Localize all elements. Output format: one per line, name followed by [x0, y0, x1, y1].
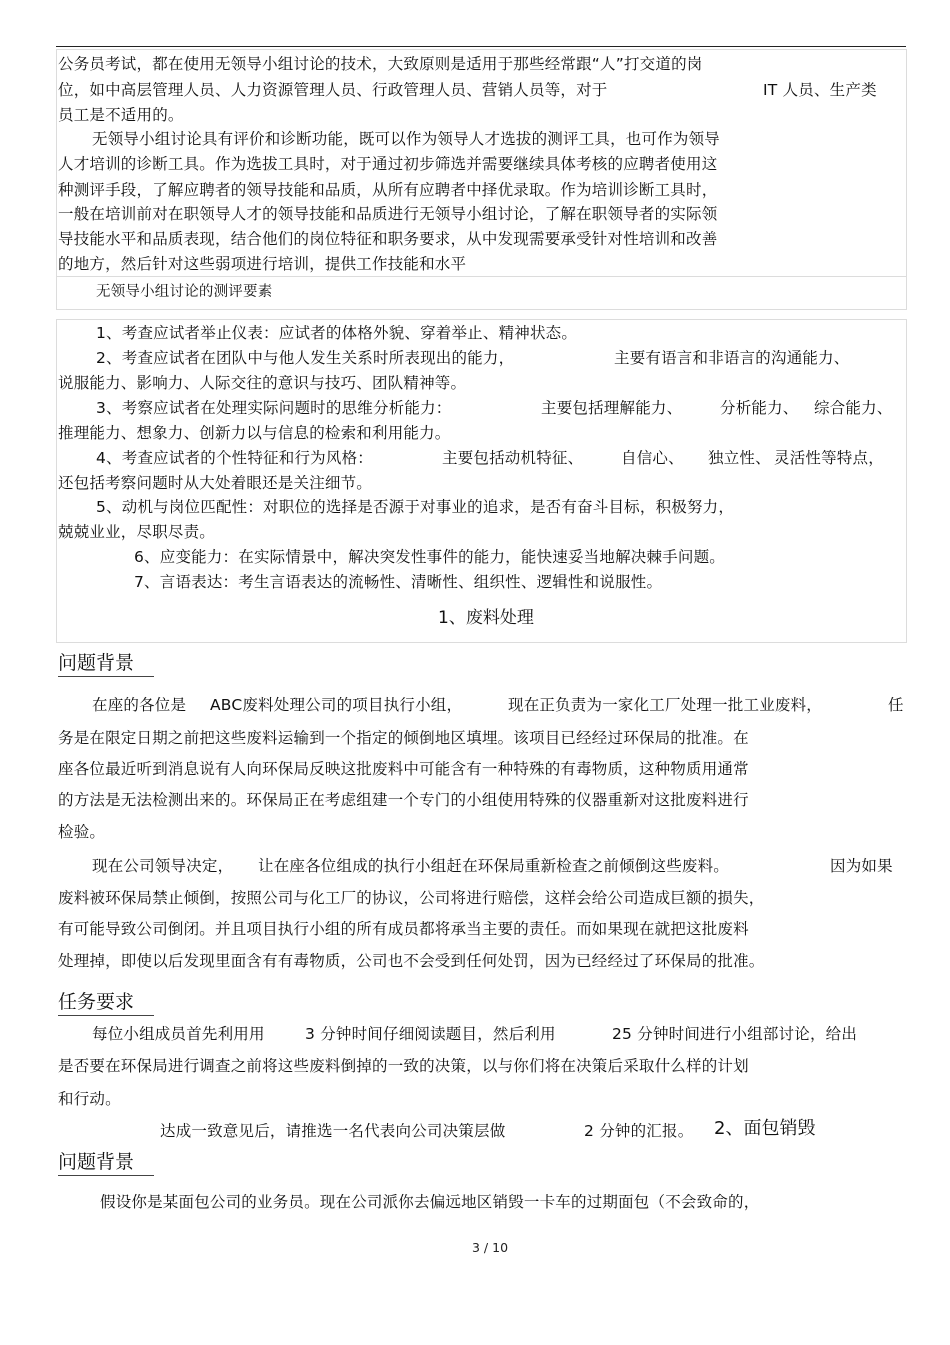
element-item: 独立性、	[708, 449, 771, 467]
heading-underline	[58, 676, 154, 677]
element-item: 2、考查应试者在团队中与他人发生关系时所表现出的能力，	[96, 349, 515, 367]
heading-underline	[58, 1015, 154, 1016]
elements-title: 无领导小组讨论的测评要素	[96, 284, 273, 300]
intro-line: 的地方，然后针对这些弱项进行培训，提供工作技能和水平	[58, 255, 467, 273]
case1-task-line: 每位小组成员首先利用用	[92, 1025, 265, 1043]
case1-background-line: 废料被环保局禁止倾倒，按照公司与化工厂的协议，公司将进行赔偿，这样会给公司造成巨额的损失，	[58, 889, 765, 907]
case1-background-line: 处理掉，即使以后发现里面含有有毒物质，公司也不会受到任何处罚，因为已经经过了环保局的批准。	[58, 952, 765, 970]
case2-background-line: 假设你是某面包公司的业务员。现在公司派你去偏远地区销毁一卡车的过期面包（不会致命的，	[100, 1193, 760, 1211]
intro-line: 员工是不适用的。	[58, 106, 184, 124]
intro-line: IT 人员、生产类	[763, 81, 877, 99]
element-item: 主要有语言和非语言的沟通能力、	[614, 349, 850, 367]
case1-background-line: 有可能导致公司倒闭。并且项目执行小组的所有成员都将承当主要的责任。而如果现在就把这批废料	[58, 920, 749, 938]
heading-underline	[58, 1175, 154, 1176]
intro-line: 一般在培训前对在职领导人才的领导技能和品质进行无领导小组讨论，了解在职领导者的实际领	[58, 205, 718, 223]
intro-line: 公务员考试，都在使用无领导小组讨论的技术，大致原则是适用于那些经常跟“人”打交道的岗	[58, 55, 703, 73]
case1-task-heading: 任务要求	[58, 991, 135, 1013]
case1-task-line: 2 分钟的汇报。	[584, 1122, 694, 1140]
case1-task-line: 达成一致意见后，请推选一名代表向公司决策层做	[160, 1122, 506, 1140]
case1-background-line: 任	[888, 696, 904, 714]
element-item: 7、言语表达：考生言语表达的流畅性、清晰性、组织性、逻辑性和说服性。	[134, 573, 663, 591]
element-item: 推理能力、想象力、创新力以与信息的检索和利用能力。	[58, 424, 451, 442]
case2-background-heading: 问题背景	[58, 1151, 135, 1173]
page-indicator: 3 / 10	[472, 1240, 509, 1255]
case1-task-line: 3 分钟时间仔细阅读题目，然后利用	[305, 1025, 556, 1043]
case1-task-line: 和行动。	[58, 1090, 121, 1108]
intro-line: 无领导小组讨论具有评价和诊断功能，既可以作为领导人才选拔的测评工具，也可作为领导	[92, 130, 721, 148]
intro-line: 位，如中高层管理人员、人力资源管理人员、行政管理人员、营销人员等，对于	[58, 81, 608, 99]
case1-background-line: 现在公司领导决定，	[92, 857, 234, 875]
case1-background-line: 因为如果	[830, 857, 893, 875]
case1-task-line: 是否要在环保局进行调查之前将这些废料倒掉的一致的决策，以与你们将在决策后采取什么样的计划	[58, 1057, 749, 1075]
element-item: 自信心、	[621, 449, 684, 467]
case1-background-line: 务是在限定日期之前把这些废料运输到一个指定的倾倒地区填埋。该项目已经经过环保局的批准。在	[58, 729, 749, 747]
element-item: 说服能力、影响力、人际交往的意识与技巧、团队精神等。	[58, 374, 467, 392]
case1-background-line: 现在正负责为一家化工厂处理一批工业废料，	[508, 696, 823, 714]
element-item: 主要包括理解能力、	[541, 399, 683, 417]
case1-background-line: 的方法是无法检测出来的。环保局正在考虑组建一个专门的小组使用特殊的仪器重新对这批废料进行	[58, 791, 749, 809]
intro-line: 种测评手段，了解应聘者的领导技能和品质，从所有应聘者中择优录取。作为培训诊断工具时，	[58, 181, 718, 199]
case1-background-line: 在座的各位是	[92, 696, 187, 714]
case1-task-line: 25 分钟时间进行小组部讨论，给出	[612, 1025, 858, 1043]
case1-title: 1、废料处理	[438, 608, 534, 628]
element-item: 兢兢业业，尽职尽责。	[58, 523, 216, 541]
element-item: 还包括考察问题时从大处着眼还是关注细节。	[58, 474, 373, 492]
case1-background-line: 座各位最近听到消息说有人向环保局反映这批废料中可能含有一种特殊的有毒物质，这种物质用通常	[58, 760, 749, 778]
case1-background-line: 检验。	[58, 823, 106, 841]
element-item: 4、考查应试者的个性特征和行为风格：	[96, 449, 373, 467]
case1-background-line: 让在座各位组成的执行小组赶在环保局重新检查之前倾倒这些废料。	[258, 857, 730, 875]
element-item: 分析能力、	[720, 399, 799, 417]
element-item: 5、动机与岗位匹配性：对职位的选择是否源于对事业的追求，是否有奋斗目标，积极努力，	[96, 498, 735, 516]
intro-line: 导技能水平和品质表现，结合他们的岗位特征和职务要求，从中发现需要承受针对性培训和改善	[58, 230, 718, 248]
case1-background-line: ABC废料处理公司的项目执行小组，	[210, 696, 463, 714]
element-item: 3、考察应试者在处理实际问题时的思维分析能力：	[96, 399, 452, 417]
element-item: 6、应变能力：在实际情景中，解决突发性事件的能力，能快速妥当地解决棘手问题。	[134, 548, 725, 566]
header-rule	[56, 46, 906, 47]
case1-background-heading: 问题背景	[58, 652, 135, 674]
element-item: 综合能力、	[814, 399, 893, 417]
case2-title: 2、面包销毁	[714, 1118, 816, 1139]
element-item: 1、考查应试者举止仪表：应试者的体格外貌、穿着举止、精神状态。	[96, 324, 578, 342]
element-item: 灵活性等特点，	[774, 449, 884, 467]
element-item: 主要包括动机特征、	[442, 449, 584, 467]
intro-line: 人才培训的诊断工具。作为选拔工具时，对于通过初步筛选并需要继续具体考核的应聘者使用这	[58, 155, 718, 173]
